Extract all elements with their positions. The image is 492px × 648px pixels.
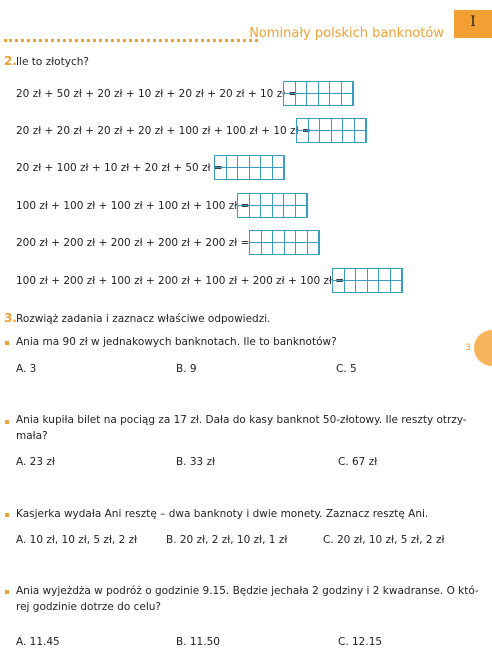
question-bullet: [5, 513, 9, 517]
question-1-text: Ania ma 90 zł w jednakowych banknotach. Ile to banknotów?: [16, 336, 337, 348]
question-bullet: [5, 590, 9, 594]
task-3-instruction: Rozwiąż zadania i zaznacz właściwe odpowiedzi.: [16, 313, 271, 325]
equation-3: 20 zł + 100 zł + 10 zł + 20 zł + 50 zł =: [16, 162, 223, 174]
question-3-option-c[interactable]: C. 20 zł, 10 zł, 5 zł, 2 zł: [323, 534, 445, 546]
question-4-option-b[interactable]: B. 11.50: [176, 636, 220, 648]
question-2-option-c[interactable]: C. 67 zł: [338, 456, 378, 468]
question-2-option-a[interactable]: A. 23 zł: [16, 456, 55, 468]
question-4-text-line-2: rej godzinie dotrze do celu?: [16, 601, 161, 613]
equation-2: 20 zł + 20 zł + 20 zł + 20 zł + 100 zł + 100 zł + 10 zł =: [16, 125, 311, 137]
question-1-option-a[interactable]: A. 3: [16, 363, 37, 375]
question-1-option-c[interactable]: C. 5: [336, 363, 357, 375]
task-2-number: 2.: [4, 54, 17, 68]
question-1-option-b[interactable]: B. 9: [176, 363, 197, 375]
question-3-text: Kasjerka wydała Ani resztę – dwa banknoty i dwie monety. Zaznacz resztę Ani.: [16, 508, 429, 520]
chapter-badge: I: [454, 10, 492, 38]
question-2-text-line-2: mała?: [16, 430, 48, 442]
question-2-option-b[interactable]: B. 33 zł: [176, 456, 216, 468]
answer-grid-5[interactable]: [249, 230, 320, 255]
equation-4: 100 zł + 100 zł + 100 zł + 100 zł + 100 zł =: [16, 200, 250, 212]
question-4-option-a[interactable]: A. 11.45: [16, 636, 60, 648]
question-2-text-line-1: Ania kupiła bilet na pociąg za 17 zł. Dała do kasy banknot 50-złotowy. Ile reszty otrzy-: [16, 414, 467, 426]
question-bullet: [5, 341, 9, 345]
answer-grid-1[interactable]: [283, 81, 354, 106]
question-3-option-b[interactable]: B. 20 zł, 2 zł, 10 zł, 1 zł: [166, 534, 288, 546]
side-tab: [474, 330, 492, 366]
answer-grid-3[interactable]: [214, 155, 285, 180]
equation-5: 200 zł + 200 zł + 200 zł + 200 zł + 200 zł =: [16, 237, 250, 249]
question-4-text-line-1: Ania wyjeżdża w podróż o godzinie 9.15. Będzie jechała 2 godziny i 2 kwadranse. O któ-: [16, 585, 479, 597]
task-3-number: 3.: [4, 311, 17, 325]
task-2-instruction: Ile to złotych?: [16, 56, 89, 68]
side-tab-number: 3: [465, 343, 471, 353]
header-dotted-rule: [4, 39, 258, 42]
equation-6: 100 zł + 200 zł + 100 zł + 200 zł + 100 zł + 200 zł + 100 zł =: [16, 275, 345, 287]
answer-grid-6[interactable]: [332, 268, 403, 293]
answer-grid-2[interactable]: [296, 118, 367, 143]
answer-grid-4[interactable]: [237, 193, 308, 218]
page-title: Nominały polskich banknotów: [249, 26, 444, 41]
question-bullet: [5, 420, 9, 424]
equation-1: 20 zł + 50 zł + 20 zł + 10 zł + 20 zł + 20 zł + 10 zł =: [16, 88, 298, 100]
question-4-option-c[interactable]: C. 12.15: [338, 636, 383, 648]
question-3-option-a[interactable]: A. 10 zł, 10 zł, 5 zł, 2 zł: [16, 534, 138, 546]
